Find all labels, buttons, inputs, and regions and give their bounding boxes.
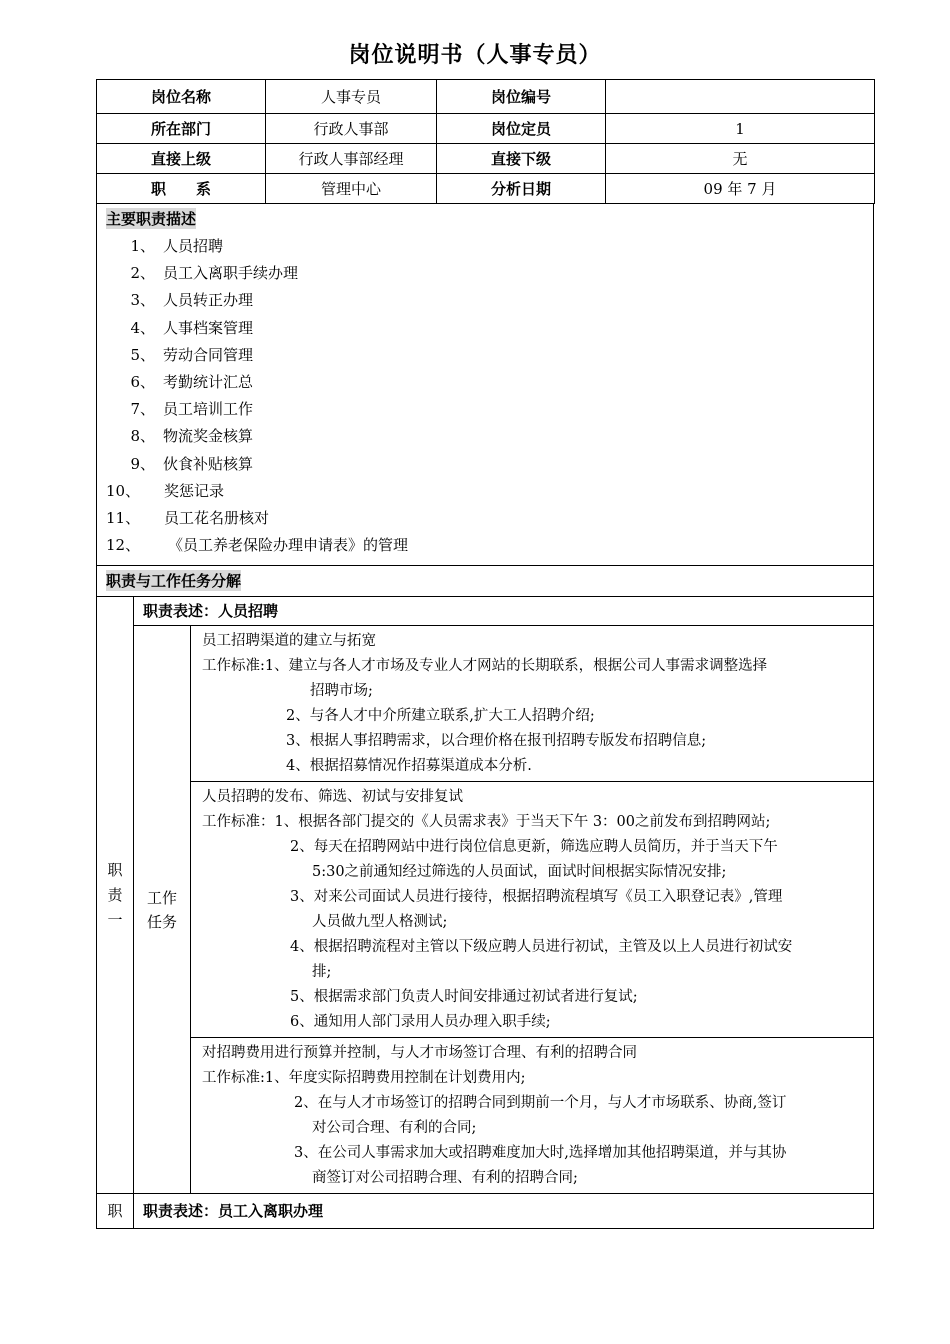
duty-two-block <box>97 1193 873 1228</box>
list-item: 11、 员工花名册核对 <box>106 508 270 527</box>
info-row <box>97 114 875 144</box>
position-name-label: 岗位名称 <box>97 80 266 114</box>
position-name-value: 人事专员 <box>266 80 437 114</box>
superior-value: 行政人事部经理 <box>266 144 437 174</box>
info-row <box>97 144 875 174</box>
duties-section <box>96 204 874 1229</box>
duty-one-heading: 职责表述：人员招聘 <box>134 597 873 626</box>
list-item: 4、 人事档案管理 <box>130 318 254 337</box>
info-row <box>97 80 875 114</box>
duty-one-side-label: 职 责 一 <box>97 597 134 1193</box>
job-description-sheet <box>96 79 874 1229</box>
basic-info-table <box>96 79 875 204</box>
superior-label: 直接上级 <box>97 144 266 174</box>
list-item: 1、 人员招聘 <box>130 237 224 255</box>
list-item: 3、 人员转正办理 <box>130 291 254 310</box>
list-item: 10、 奖惩记录 <box>106 481 225 500</box>
dept-label: 所在部门 <box>97 114 266 144</box>
list-item: 7、 员工培训工作 <box>130 400 254 419</box>
main-duties-list <box>97 229 873 565</box>
series-value: 管理中心 <box>266 174 437 204</box>
subordinate-value: 无 <box>606 144 875 174</box>
duty-two-heading: 职责表述：员工入离职办理 <box>143 1202 324 1221</box>
date-value: 09 年 7 月 <box>606 174 875 204</box>
subordinate-label: 直接下级 <box>437 144 606 174</box>
main-duties-title: 主要职责描述 <box>106 210 197 228</box>
breakdown-header <box>97 565 873 596</box>
dept-value: 行政人事部 <box>266 114 437 144</box>
work-tasks-block <box>134 626 873 1193</box>
quota-value: 1 <box>606 114 875 144</box>
quota-label: 岗位定员 <box>437 114 606 144</box>
position-no-label: 岗位编号 <box>437 80 606 114</box>
position-no-value <box>606 80 875 114</box>
task-item: 人员招聘的发布、筛选、初试与安排复试 工作标准：1、根据各部门提交的《人员需求表》于当天下午 3：00之前发布到招聘网站; 2、每天在招聘网站中进行岗位信息更新，筛选应聘人员简历，并于当天下午 5:30之前通知经过筛选的人员面试，面试时间根据实际情况安排; 3、对来公司面试人员进行接待，根据招聘流程填写《员工入职登记表》,管理 人员做九型人格测试; 4、根据招聘流程对主管以下级应聘人员进行初试，主管及以上人员进行初试安 排; 5、根据需求部门负责人时间安排通过初试者进行复试; 6、通知用人部门录用人员办理入职手续; <box>191 782 873 1038</box>
duty-one-block <box>97 596 873 1193</box>
breakdown-title: 职责与工作任务分解 <box>106 572 242 591</box>
work-tasks-label: 工作 任务 <box>134 626 191 1193</box>
task-title: 对招聘费用进行预算并控制，与人才市场签订合理、有利的招聘合同 <box>202 1045 637 1062</box>
date-label: 分析日期 <box>437 174 606 204</box>
task-list <box>191 626 873 1193</box>
duty-two-side-label: 职 <box>97 1194 134 1228</box>
list-item: 8、 物流奖金核算 <box>130 427 254 446</box>
task-title: 人员招聘的发布、筛选、初试与安排复试 <box>202 789 463 806</box>
task-item: 对招聘费用进行预算并控制，与人才市场签订合理、有利的招聘合同 工作标准:1、年度实际招聘费用控制在计划费用内; 2、在与人才市场签订的招聘合同到期前一个月，与人才市场联系、协商,签订 对公司合理、有利的合同; 3、在公司人事需求加大或招聘难度加大时,选择增加其他招聘渠道，并与其协 商签订对公司招聘合理、有利的招聘合同; <box>191 1038 873 1193</box>
list-item: 2、 员工入离职手续办理 <box>130 264 299 283</box>
document-title: 岗位说明书（人事专员） <box>348 43 602 68</box>
series-label: 职 系 <box>97 174 266 204</box>
task-title: 员工招聘渠道的建立与拓宽 <box>202 633 376 650</box>
list-item: 12、 《员工养老保险办理申请表》的管理 <box>106 536 409 555</box>
list-item: 5、 劳动合同管理 <box>130 345 254 364</box>
list-item: 6、 考勤统计汇总 <box>130 372 254 391</box>
list-item: 9、 伙食补贴核算 <box>130 454 254 473</box>
info-row <box>97 174 875 204</box>
task-item: 员工招聘渠道的建立与拓宽 工作标准:1、建立与各人才市场及专业人才网站的长期联系，根据公司人事需求调整选择 招聘市场; 2、与各人才中介所建立联系,扩大工人招聘介绍; 3、根据人事招聘需求，以合理价格在报刊招聘专版发布招聘信息; 4、根据招募情况作招募渠道成本分析. <box>191 626 873 782</box>
